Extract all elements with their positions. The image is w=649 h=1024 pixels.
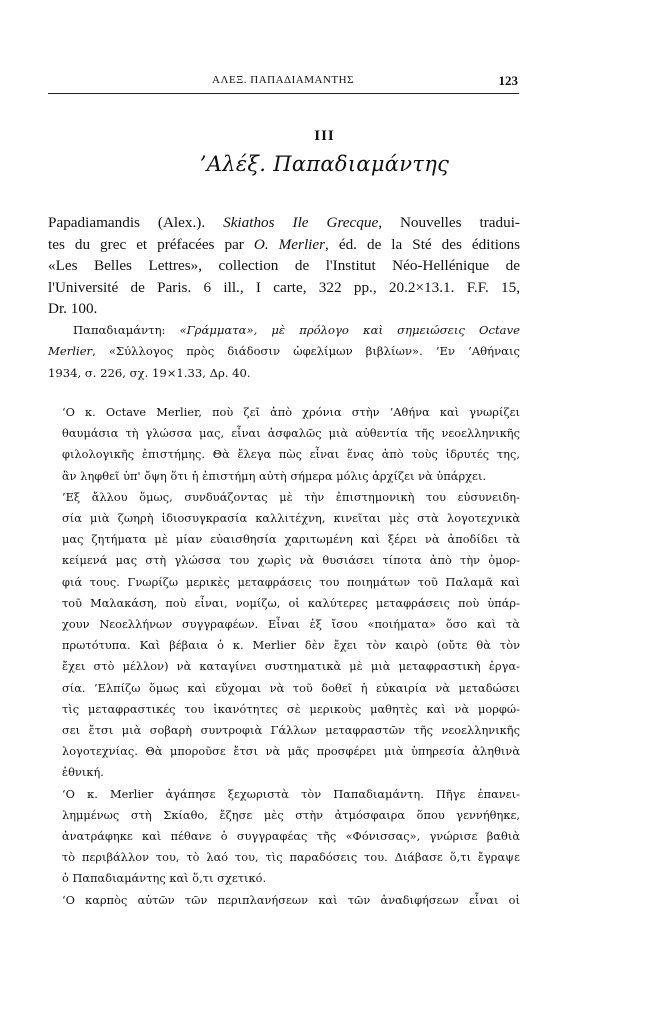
text-line: ‘Ο κ. Merlier ἀγάπησε ξεχωριστὰ τὸν Παπαδιαμάντη. Πῆγε ἐπανει- (62, 787, 520, 801)
paragraph-4 (48, 890, 520, 911)
text-line: κείμενά μας στὴ γλώσσα του χωρὶς νὰ θυσιάσει τίποτα ἀπὸ τὴν ὁμορ- (62, 554, 520, 568)
bib-line: tes du grec et préfacées par O. Merlier, éd. de la Sté des éditions (48, 235, 521, 253)
text-line: τὶς μεταφραστικές του ἱκανότητες σὲ μερικοὺς μαθητὲς καὶ νὰ μορφώ- (62, 702, 520, 716)
bib-entry-greek (48, 320, 520, 384)
text-line: μας ζητήματα μὲ μίαν εὐαισθησία χαριτωμένη καὶ ξέρει νὰ ἀποδίδει τὰ (62, 533, 520, 547)
bib-line: «Les Belles Lettres», collection de l'Institut Néo-Hellénique de (48, 257, 520, 275)
text-line: χουν Νεοελλήνων συγγραφέων. Εἶναι ἐξ ἴσου «ποιήματα» ὅσο καὶ τὰ (62, 618, 520, 632)
text-line: ἔχει στὸ μέλλον) νὰ καταγίνει συστηματικὰ μὲ μιὰ μεταφραστικὴ ἐργα- (62, 660, 520, 674)
bibliography (48, 212, 520, 384)
text-line: ’Εξ ἄλλου ὅμως, συνδυάζοντας μὲ τὴν ἐπιστημονικὴ του εὐσυνειδη- (62, 490, 520, 504)
chapter-title: ’Αλέξ. Παπαδιαμάντης (199, 152, 450, 176)
text-line: ἀνατράφηκε καὶ πέθανε ὁ συγγραφέας τῆς «Φόνισσας», γνώρισε βαθιὰ (62, 830, 520, 844)
page-number: 123 (498, 73, 518, 88)
bib-line: Merlier, «Σύλλογος πρὸς διάδοσιν ὠφελίμων βιβλίων». ’Εν ’Αθήναις (48, 344, 520, 359)
bib-line: Papadiamandis (Alex.). Skiathos Ile Grecque, Nouvelles tradui- (48, 214, 520, 231)
text-line: λογοτεχνίας. Θὰ μποροῦσε ἔτσι νὰ μᾶς προσφέρει μιὰ ὑπηρεσία ἀληθινὰ (62, 745, 520, 759)
header-rule (48, 93, 519, 94)
text-line: λημμένως στὴ Σκίαθο, ἔζησε μὲς στὴν ἀτμόσφαιρα ὅπου γεννήθηκε, (62, 808, 520, 822)
text-line: ‘Ο καρπὸς αὐτῶν τῶν περιπλανήσεων καὶ τῶν ἀναδιφήσεων εἶναι οἱ (62, 893, 520, 907)
text-line: ‘Ο κ. Octave Merlier, ποὺ ζεῖ ἀπὸ χρόνια στὴν ’Αθήνα καὶ γνωρίζει (62, 406, 520, 419)
paragraph-1 (48, 402, 520, 487)
text-line: σει ἔτσι μιὰ σοβαρὴ συντροφιὰ Γάλλων μεταφραστῶν τῆς νεοελληνικῆς (62, 724, 520, 738)
text-line: τοῦ Μαλακάση, ποὺ εἶναι, νομίζω, οἱ καλύτερες μεταφράσεις ποὺ ὑπάρ- (62, 596, 520, 610)
text-line: σία μιὰ ζωηρὴ ἰδιοσυγκρασία καλλιτέχνη, κινεῖται μὲς στὰ λογοτεχνικὰ (62, 512, 520, 526)
bib-line: Dr. 100. (48, 300, 98, 318)
text-line: θαυμάσια τὴ γλώσσα μας, εἶναι ἀσφαλῶς μιὰ αὐθεντία τῆς νεοελληνικῆς (62, 427, 520, 441)
bib-line: Παπαδιαμάντη: «Γράμματα», μὲ πρόλογο καὶ σημειώσεις Octave (73, 322, 520, 337)
text-line: φιά τους. Γνωρίζω μερικὲς μεταφράσεις του ποιημάτων τοῦ Παλαμᾶ καὶ (62, 575, 520, 589)
text-line: πρωτότυπα. Καὶ βέβαια ὁ κ. Merlier δὲν ἔχει τὸν καιρὸ (οὔτε θὰ τὸν (62, 639, 520, 653)
text-line: ὁ Παπαδιαμάντης καὶ ὅ,τι σχετικό. (62, 872, 267, 886)
text-line: τὸ περιβάλλον του, τὸ λαό του, τὶς παραδόσεις του. Διάβασε ὅ,τι ἔγραψε (62, 851, 520, 865)
bib-line: 1934, σ. 226, σχ. 19×1.33, Δρ. 40. (48, 365, 251, 380)
body-text (48, 402, 520, 911)
chapter-number: III (314, 128, 335, 144)
text-line: ἐθνική. (62, 766, 104, 780)
running-title: ΑΛΕΞ. ΠΑΠΑΔΙΑΜΑΝΤΗΣ (212, 74, 354, 86)
text-line: ἂν ληφθεῖ ὑπ' ὄψη ὅτι ἡ ἐπιστήμη αὐτὴ σήμερα μόλις ἀρχίζει νὰ ὑπάρχει. (62, 469, 487, 483)
paragraph-2 (48, 487, 520, 784)
paragraph-3 (48, 784, 520, 890)
bib-entry-french (48, 212, 520, 320)
text-line: σία. ’Ελπίζω ὅμως καὶ εὔχομαι νὰ τοῦ δοθεῖ ἡ εὐκαιρία νὰ μεταδώσει (62, 681, 520, 695)
text-line: φιλολογικῆς ἐπιστήμης. Θὰ ἔλεγα πὼς εἶναι ἕνας ἀπὸ τοὺς ἱδρυτές της, (62, 448, 520, 462)
bib-line: l'Université de Paris. 6 ill., I carte, 322 pp., 20.2×13.1. F.F. 15, (48, 278, 520, 296)
